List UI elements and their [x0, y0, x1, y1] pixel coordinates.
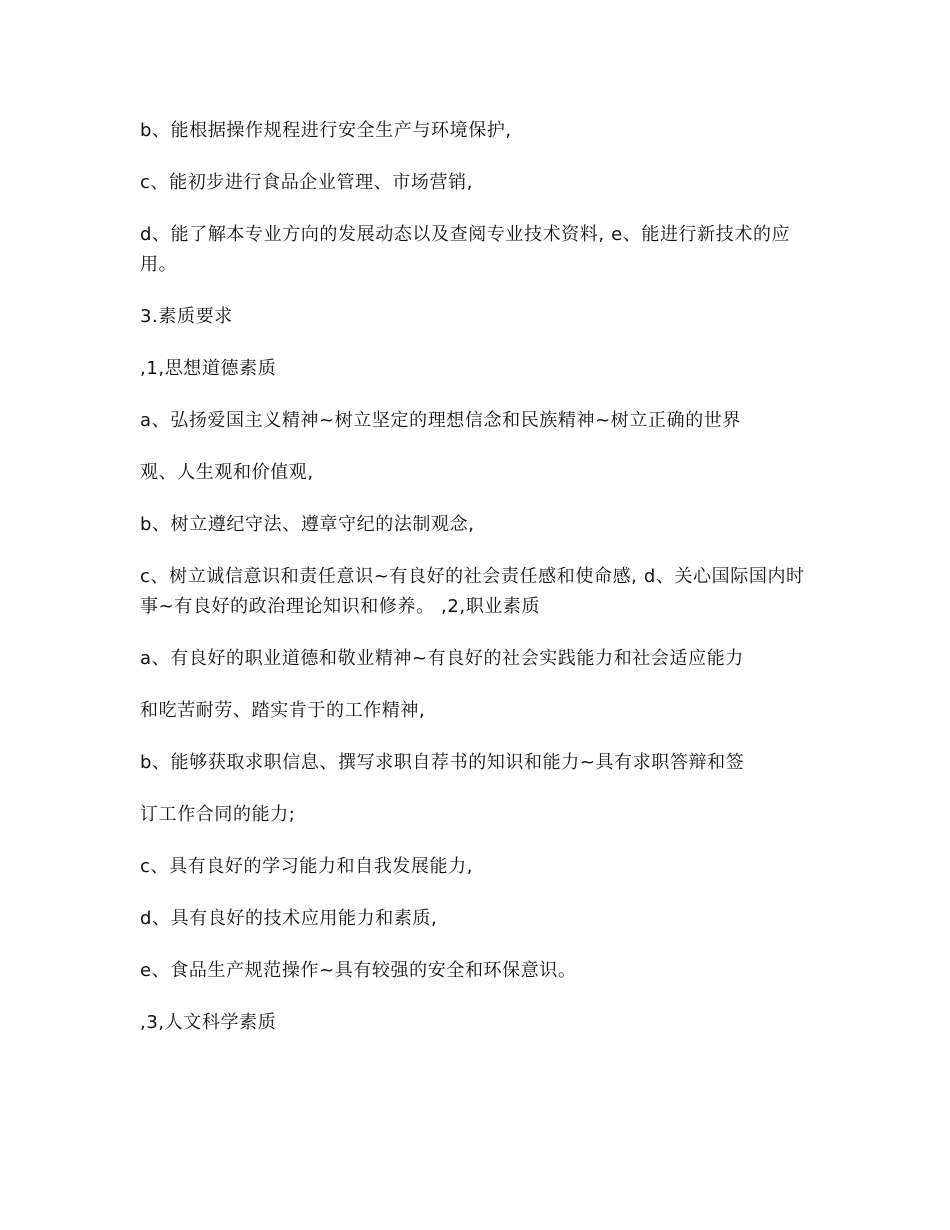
- paragraph-c-learning: c、具有良好的学习能力和自我发展能力,: [140, 856, 474, 877]
- paragraph-b-job-seeking: b、能够获取求职信息、撰写求职自荐书的知识和能力~具有求职答辩和签: [140, 752, 745, 773]
- paragraph-c-management: c、能初步进行食品企业管理、市场营销,: [140, 172, 474, 193]
- paragraph-b-safety: b、能根据操作规程进行安全生产与环境保护,: [140, 120, 512, 141]
- paragraph-a-patriotism: a、弘扬爱国主义精神~树立坚定的理想信念和民族精神~树立正确的世界: [140, 410, 741, 431]
- subheading-humanities: ,3,人文科学素质: [140, 1012, 277, 1033]
- section-heading-quality-requirements: 3.素质要求: [140, 306, 233, 327]
- paragraph-d-e-technology: d、能了解本专业方向的发展动态以及查阅专业技术资料, e、能进行新技术的应用。: [140, 224, 791, 275]
- paragraph-b-law: b、树立遵纪守法、遵章守纪的法制观念,: [140, 514, 475, 535]
- paragraph-a-professional-ethics: a、有良好的职业道德和敬业精神~有良好的社会实践能力和社会适应能力: [140, 648, 744, 669]
- paragraph-e-production: e、食品生产规范操作~具有较强的安全和环保意识。: [140, 960, 577, 981]
- paragraph-worldview: 观、人生观和价值观,: [140, 462, 314, 483]
- paragraph-d-technical: d、具有良好的技术应用能力和素质,: [140, 908, 438, 929]
- paragraph-contract: 订工作合同的能力;: [140, 804, 296, 825]
- paragraph-c-d-integrity: c、树立诚信意识和责任意识~有良好的社会责任感和使命感, d、关心国际国内时事~有良好的政治理论知识和修养。 ,2,职业素质: [140, 566, 805, 617]
- document-body: [140, 116, 820, 1060]
- subheading-moral-quality: ,1,思想道德素质: [140, 358, 277, 379]
- paragraph-hardworking: 和吃苦耐劳、踏实肯于的工作精神,: [140, 700, 426, 721]
